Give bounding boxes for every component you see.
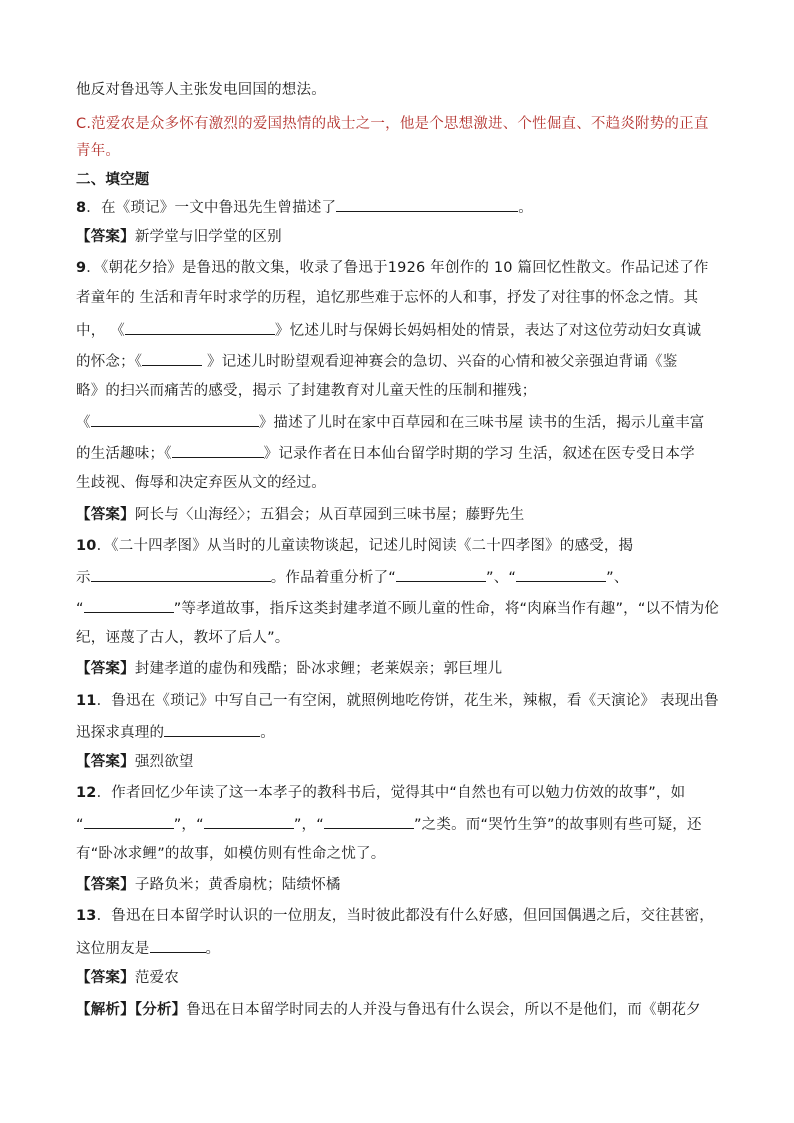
body-text: 》记述儿时盼望观看迎神赛会的急切、兴奋的心情和被父亲强迫背诵《鉴 [202,354,678,370]
body-text: ．《二十四孝图》从当时的儿童读物谈起，记述儿时阅读《二十四孝图》的感受，揭 [96,538,634,554]
body-text: 强烈欲望 [134,754,194,770]
text-line [76,628,290,648]
text-line [76,659,502,679]
text-line [76,906,714,926]
body-text: ．鲁迅在《琐记》中写自己一有空闲，就照例地吃侉饼，花生米，辣椒，看《天演论》 表现出鲁 [96,693,719,709]
fill-in-blank [91,566,271,582]
text-line [76,141,120,161]
text-line [76,505,524,525]
text-line [76,968,179,988]
answer-label: 【答案】 [76,507,135,523]
text-line [76,875,341,895]
answer-label: 【答案】 [76,661,135,677]
body-text: 鲁迅在日本留学时同去的人并没与鲁迅有什么误会，所以不是他们，而《朝花夕 [186,1002,701,1018]
fill-in-blank [324,813,414,829]
text-line [76,597,719,619]
fill-in-blank [91,411,259,427]
body-text: 的生活趣味；《 [76,446,172,462]
section-heading: 二、填空题 [76,172,150,188]
text-line [76,721,275,743]
question-number: 9 [76,260,87,276]
body-text: 的怀念；《 [76,354,143,370]
text-line [76,1000,701,1020]
fill-in-blank [172,442,264,458]
text-line [76,170,150,190]
text-line [76,288,698,308]
fill-in-blank [336,196,518,212]
question-number: 13 [76,908,97,924]
body-text: “ [76,601,84,617]
body-text: ．《朝花夕拾》是鲁迅的散文集，收录了鲁迅于1926 年创作的 10 篇回忆性散文。作品记述了作 [86,260,709,276]
body-text: ．作者回忆少年读了这一本孝子的教科书后，觉得其中“自然也有可以勉力仿效的故事”，如 [96,785,686,801]
answer-label: 【答案】 [76,877,135,893]
body-text: 他反对鲁迅等人主张发电回国的想法。 [76,82,326,98]
question-number: 8 [76,200,87,216]
body-text: 》记录作者在日本仙台留学时期的学习 生活，叙述在医专受日本学 [263,446,695,462]
text-line [76,114,709,134]
fill-in-blank [396,566,486,582]
answer-label: 【答案】 [76,229,135,245]
fill-in-blank [84,597,174,613]
fill-in-blank [150,937,206,953]
body-text: ”，“ [173,817,204,833]
body-text: ”、 [606,570,629,586]
body-text: 封建孝道的虚伪和残酷；卧冰求鲤；老莱娱亲；郭巨埋儿 [134,661,503,677]
body-text: 有“卧冰求鲤”的故事，如模仿则有性命之忧了。 [76,846,386,862]
body-text: 新学堂与旧学堂的区别 [134,229,282,245]
body-text: 示 [76,570,91,586]
body-text: ．鲁迅在日本留学时认识的一位朋友，当时彼此都没有什么好感，但回国偶遇之后，交往甚密， [96,908,714,924]
body-text: 中， 《 [76,323,125,339]
fill-in-blank [84,813,174,829]
body-text: 迅探求真理的 [76,725,165,741]
text-line [76,442,695,464]
body-text: 生歧视、侮辱和决定弃医从文的经过。 [76,475,326,491]
body-text: 。 [518,200,533,216]
text-line [76,566,629,588]
body-text: ”、“ [486,570,517,586]
text-line [76,80,326,100]
text-line [76,536,633,556]
body-text: 》描述了儿时在家中百草园和在三味书屋 读书的生活，揭示儿童丰富 [258,415,705,431]
answer-label: 【答案】 [76,754,135,770]
text-line [76,473,326,493]
body-text: 。 [205,941,221,957]
fill-in-blank [164,721,260,737]
question-number: 12 [76,785,97,801]
text-line [76,381,537,401]
body-text: 。作品着重分析了“ [270,570,397,586]
answer-label: 【答案】 [76,970,135,986]
body-text: 。 [260,725,275,741]
question-number: 10 [76,538,97,554]
text-line [76,411,705,433]
option-text: 青年。 [76,143,121,159]
text-line [76,783,685,803]
body-text: 这位朋友是 [76,941,150,957]
fill-in-blank [125,319,275,335]
analysis-label: 【解析】【分析】 [76,1002,187,1018]
text-line [76,844,385,864]
question-number: 11 [76,693,97,709]
text-line [76,319,701,341]
body-text: 纪，诬蔑了古人，教坏了后人”。 [76,630,290,646]
body-text: 者童年的 生活和青年时求学的历程，追忆那些难于忘怀的人和事，抒发了对往事的怀念之情。其 [76,290,699,306]
body-text: 阿长与〈山海经〉；五猖会；从百草园到三味书屋；藤野先生 [134,507,525,523]
body-text: 《 [76,415,91,431]
body-text: “ [76,817,84,833]
body-text: ”等孝道故事，指斥这类封建孝道不顾儿童的性命，将“肉麻当作有趣”，“以不情为伦 [173,601,720,617]
text-line [76,937,220,959]
text-line [76,691,719,711]
body-text: 范爱农 [134,970,179,986]
fill-in-blank [204,813,294,829]
body-text: 略》的扫兴而痛苦的感受，揭示 了封建教育对儿童天性的压制和摧残； [76,383,537,399]
option-text: C.范爱农是众多怀有激烈的爱国热情的战士之一，他是个思想激进、个性倔直、不趋炎附势的正直 [76,116,709,132]
body-text: ．在《琐记》一文中鲁迅先生曾描述了 [86,200,337,216]
body-text: ”，“ [293,817,324,833]
fill-in-blank [142,350,202,366]
text-line [76,227,282,247]
body-text: ”之类。而“哭竹生笋”的故事则有些可疑，还 [413,817,702,833]
body-text: 子路负米；黄香扇枕；陆绩怀橘 [134,877,341,893]
text-line [76,196,533,218]
body-text: 》忆述儿时与保姆长妈妈相处的情景，表达了对这位劳动妇女真诚 [274,323,702,339]
text-line [76,813,702,835]
text-line [76,752,194,772]
text-line [76,350,677,372]
fill-in-blank [516,566,606,582]
text-line [76,258,709,278]
